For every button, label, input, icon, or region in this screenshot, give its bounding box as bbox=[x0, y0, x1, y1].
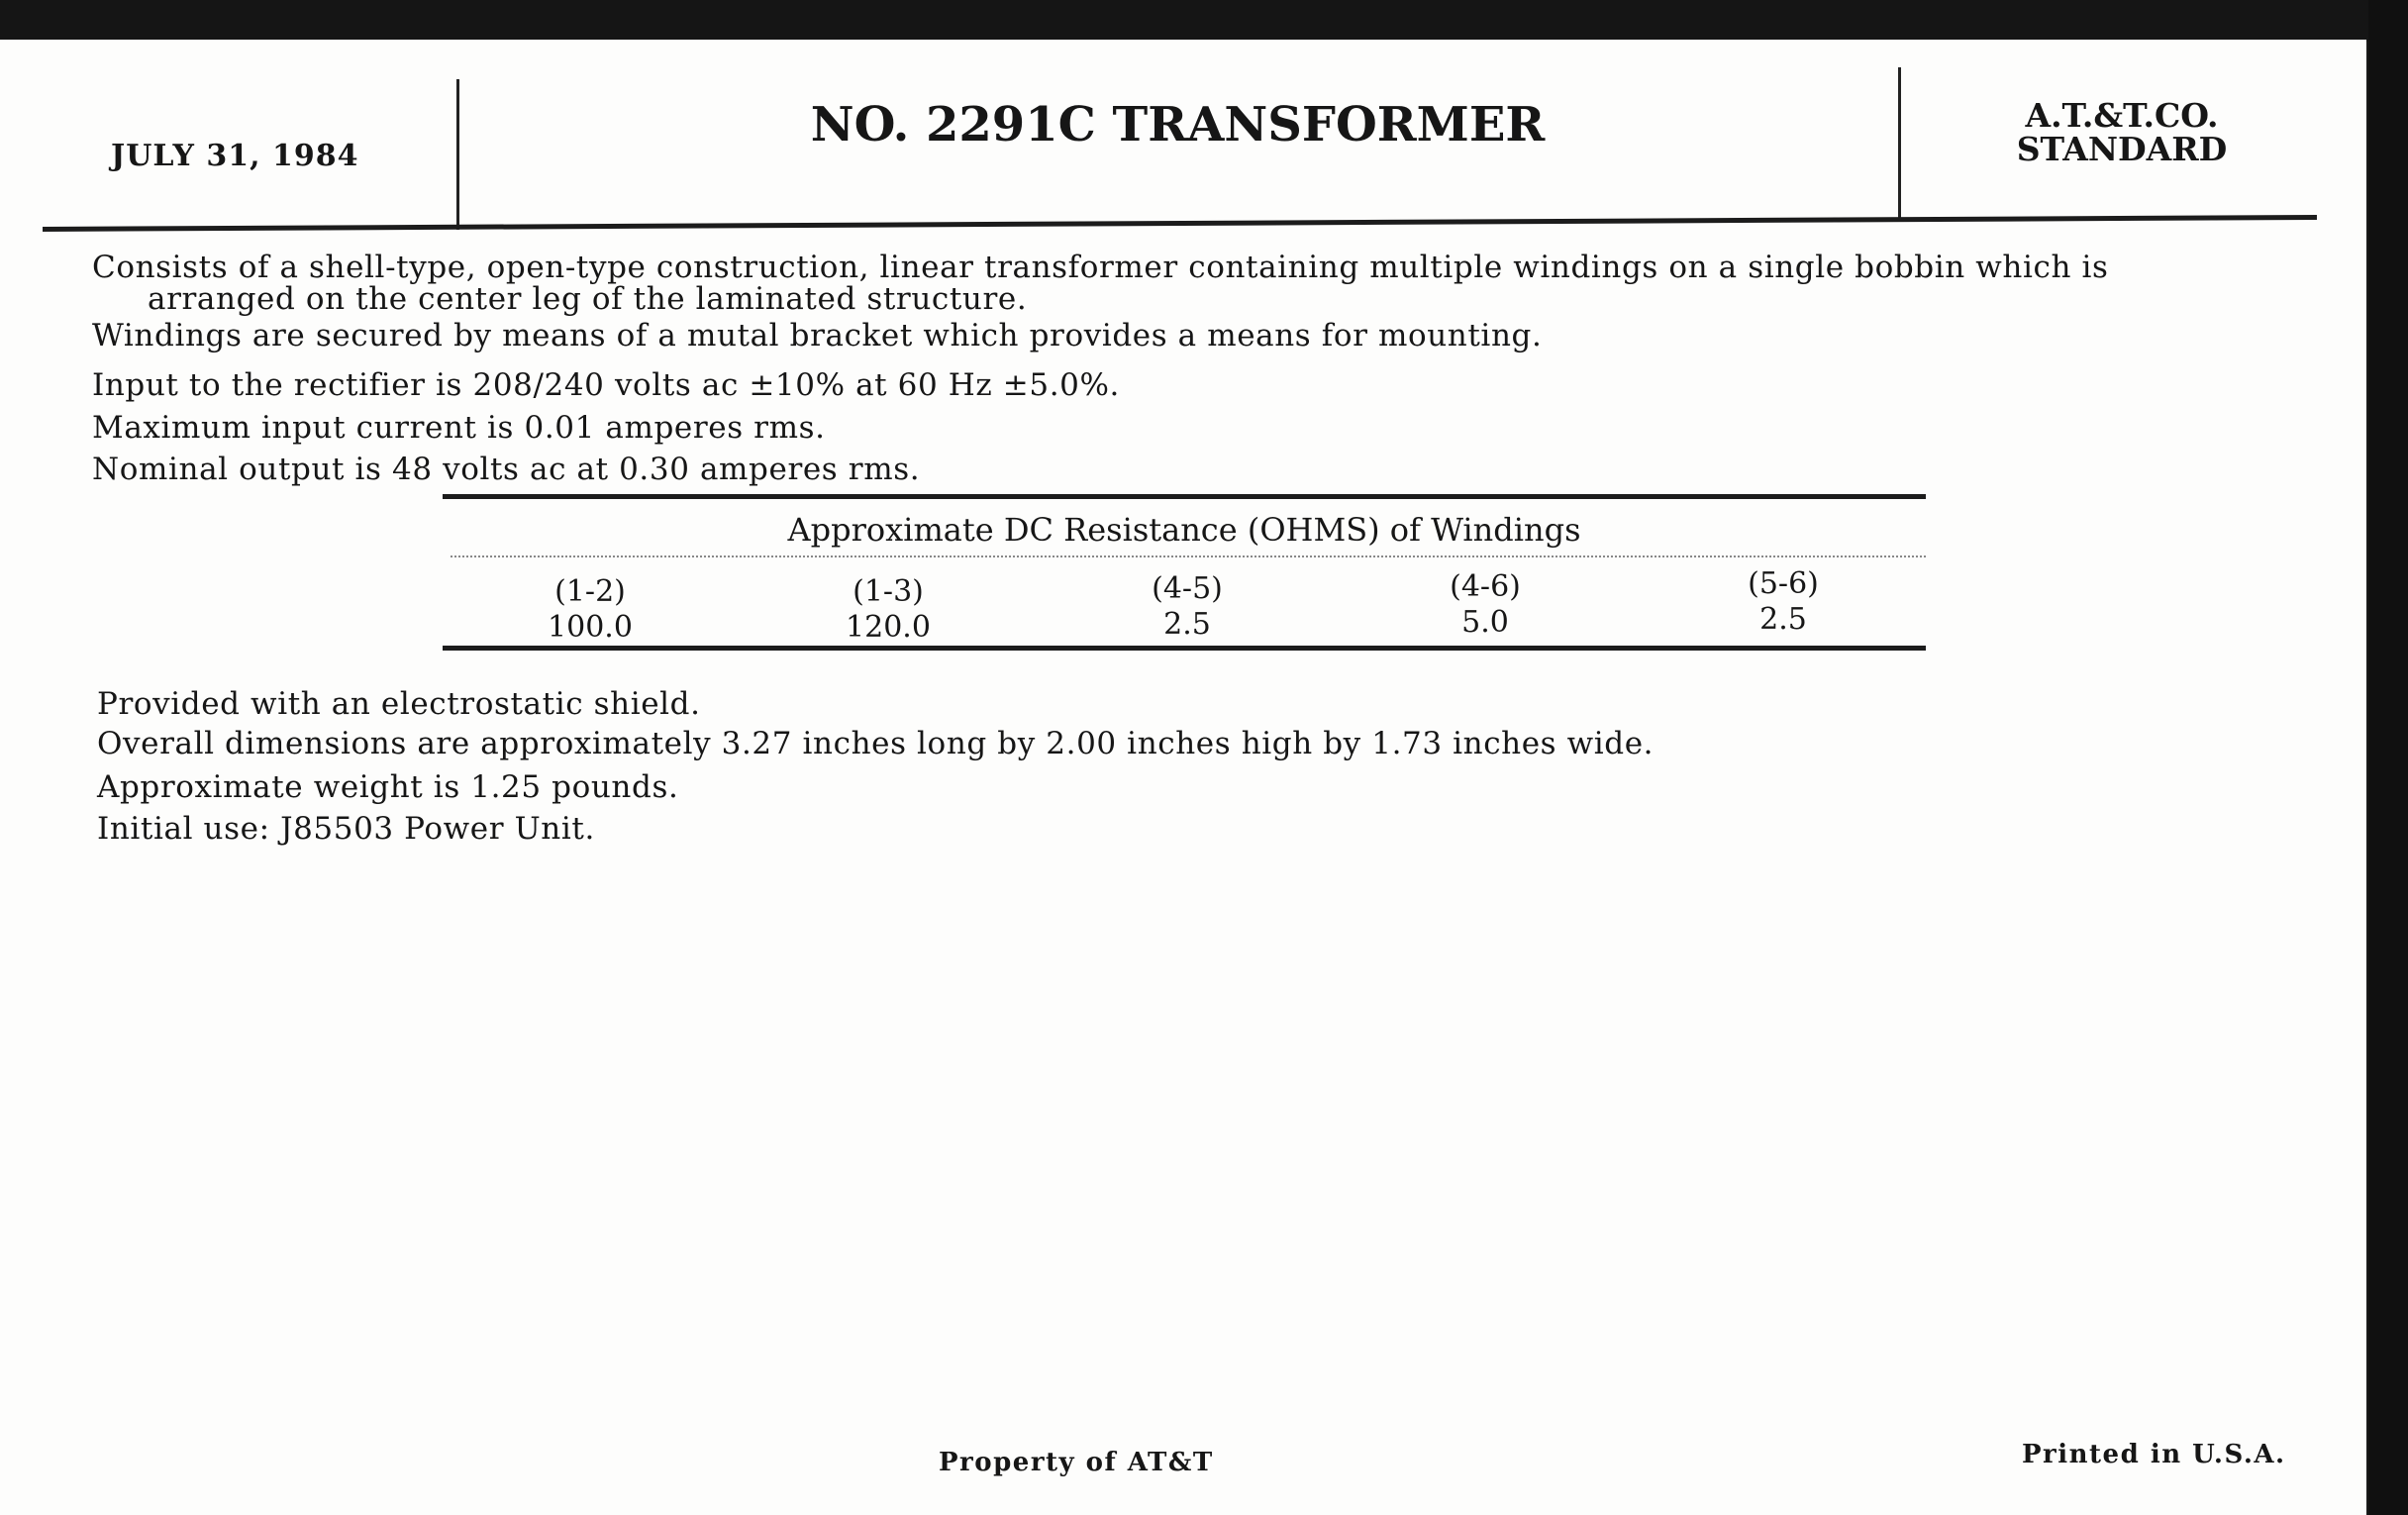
winding-ohms: 5.0 bbox=[1461, 605, 1509, 640]
resistance-column bbox=[471, 574, 709, 646]
detail-line: Approximate weight is 1.25 pounds. bbox=[97, 769, 679, 805]
winding-label: (1-3) bbox=[853, 574, 924, 609]
document-date: JULY 31, 1984 bbox=[111, 139, 359, 173]
description-line: arranged on the center leg of the laminated structure. bbox=[148, 281, 1028, 317]
winding-label: (5-6) bbox=[1748, 566, 1819, 601]
resistance-column bbox=[1068, 571, 1306, 643]
table-top-rule bbox=[443, 494, 1926, 499]
winding-ohms: 2.5 bbox=[1163, 607, 1211, 642]
description-line: Maximum input current is 0.01 amperes rms. bbox=[92, 410, 826, 446]
standard-line-1: A.T.&T.CO. bbox=[2025, 96, 2219, 135]
scan-border-right bbox=[2368, 0, 2408, 1515]
resistance-column bbox=[1664, 566, 1902, 638]
detail-line: Initial use: J85503 Power Unit. bbox=[97, 811, 595, 847]
winding-ohms: 2.5 bbox=[1759, 602, 1807, 637]
description-line: Windings are secured by means of a mutal bracket which provides a means for mounting. bbox=[92, 318, 1543, 354]
winding-ohms: 100.0 bbox=[548, 610, 633, 645]
table-header-rule bbox=[451, 556, 1926, 557]
detail-line: Overall dimensions are approximately 3.27 inches long by 2.00 inches high by 1.73 inches wide. bbox=[97, 726, 1655, 761]
winding-ohms: 120.0 bbox=[846, 610, 931, 645]
standard-label bbox=[1899, 96, 2345, 168]
resistance-column bbox=[1366, 569, 1604, 641]
footer-printed: Printed in U.S.A. bbox=[2022, 1440, 2286, 1469]
description-line: Consists of a shell-type, open-type construction, linear transformer containing multiple windings on a single bobbin which is bbox=[92, 250, 2109, 285]
winding-label: (4-6) bbox=[1450, 569, 1521, 604]
footer-property: Property of AT&T bbox=[939, 1448, 1214, 1477]
detail-line: Provided with an electrostatic shield. bbox=[97, 686, 701, 722]
table-bottom-rule bbox=[443, 646, 1926, 651]
resistance-table-title: Approximate DC Resistance (OHMS) of Windings bbox=[787, 511, 1581, 549]
document-title: NO. 2291C TRANSFORMER bbox=[810, 97, 1546, 152]
description-line: Nominal output is 48 volts ac at 0.30 amperes rms. bbox=[92, 452, 921, 487]
winding-label: (1-2) bbox=[554, 574, 626, 609]
description-line: Input to the rectifier is 208/240 volts ac ±10% at 60 Hz ±5.0%. bbox=[92, 367, 1120, 403]
scan-border-top bbox=[0, 0, 2408, 42]
resistance-column bbox=[769, 574, 1007, 646]
winding-label: (4-5) bbox=[1152, 571, 1223, 606]
standard-line-2: STANDARD bbox=[2016, 130, 2228, 168]
